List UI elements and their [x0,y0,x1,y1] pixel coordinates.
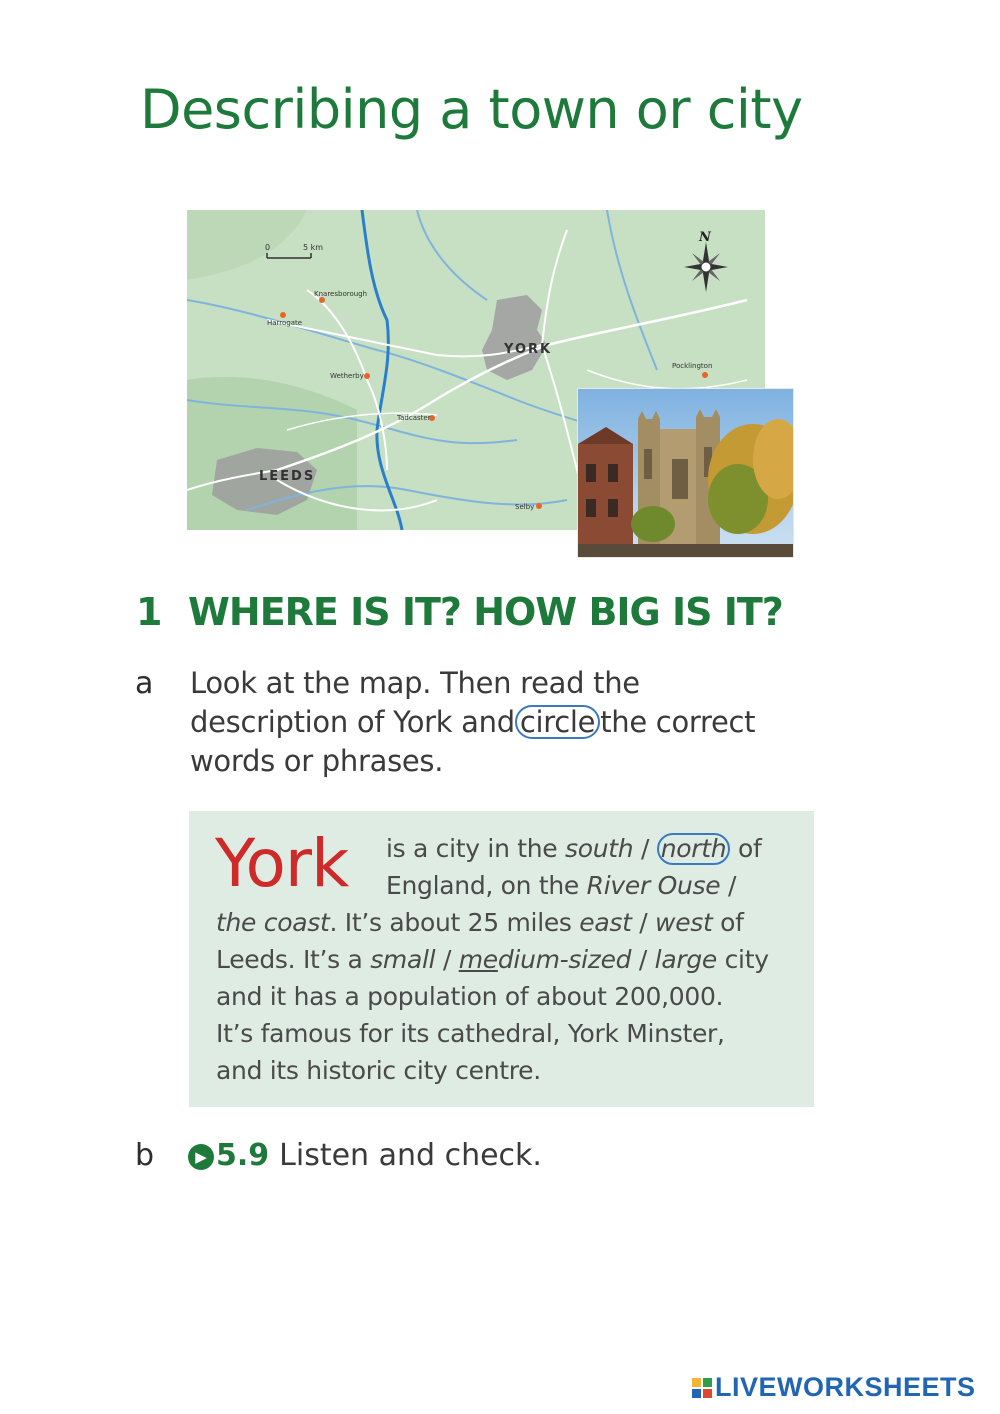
desc-slash: / [435,945,459,974]
instr-line-1: Look at the map. Then read the [190,666,640,700]
desc-l2-text: England, on the [386,871,587,900]
liveworksheets-logo-icon [692,1378,712,1398]
scale-distance: 5 km [303,243,324,252]
desc-line-7: and its historic city centre. [216,1056,541,1085]
track-number: 5.9 [216,1138,270,1173]
option-east[interactable]: east [579,908,632,937]
desc-l4-city: city [716,945,769,974]
label-tadcaster: Tadcaster [397,414,431,422]
desc-line-1 [386,830,762,867]
liveworksheets-logo [692,1372,976,1403]
desc-l3-of: of [712,908,744,937]
label-york: YORK [504,342,553,357]
label-harrogate: Harrogate [267,319,303,327]
option-river-ouse[interactable]: River Ouse [586,871,721,900]
audio-icon[interactable]: ▶ [188,1144,214,1170]
option-north-circled[interactable] [657,833,731,865]
desc-l1-text: is a city in the [386,834,566,863]
instr-line-2-after: the correct [600,705,756,739]
label-selby: Selby [515,503,535,511]
desc-slash: / [631,945,655,974]
option-large[interactable]: large [654,945,717,974]
section-title: WHERE IS IT? HOW BIG IS IT? [188,590,783,634]
desc-l3-text: . It’s about 25 miles [329,908,580,937]
option-north[interactable]: north [660,834,727,863]
label-pocklington: Pocklington [672,362,713,370]
label-wetherby: Wetherby [330,372,364,380]
main-river [362,210,402,530]
circle-word: circle [515,705,600,739]
liveworksheets-brand: LIVEWORKSHEETS [715,1372,976,1402]
scale-zero: 0 [265,243,271,252]
desc-l4-text: Leeds. It’s a [216,945,371,974]
section-heading [136,590,783,634]
section-number: 1 [136,590,162,634]
instr-line-2-before: description of York and [190,705,515,739]
page-title: Describing a town or city [140,78,803,141]
label-knaresborough: Knaresborough [314,290,368,298]
compass-icon [684,230,728,292]
option-west[interactable]: west [655,908,713,937]
exercise-b-text: Listen and check. [279,1138,542,1173]
exercise-a-letter: a [135,666,154,701]
option-small[interactable]: small [370,945,436,974]
instr-line-2 [190,703,830,742]
exercise-b [188,1138,542,1173]
label-leeds: LEEDS [259,469,316,484]
desc-slash: / [631,908,656,937]
york-minster-photo [577,388,794,558]
option-medium-rest: dium-sized [497,945,632,974]
desc-line-2 [386,867,736,904]
north-label: N [699,230,711,245]
desc-line-4 [216,941,769,978]
instr-line-3: words or phrases. [190,744,444,778]
option-medium-sized[interactable] [459,945,632,974]
york-urban-area [482,295,547,380]
desc-slash: / [720,871,737,900]
desc-line-3 [216,904,744,941]
exercise-a-instructions [190,664,830,781]
desc-l1-of: of [730,834,762,863]
option-the-coast[interactable]: the coast [216,908,330,937]
york-heading: York [215,825,349,902]
exercise-b-letter: b [135,1138,155,1173]
desc-slash: / [633,834,657,863]
option-medium-underlined: me [458,945,498,974]
option-south[interactable]: south [565,834,634,863]
desc-line-6: It’s famous for its cathedral, York Minster, [216,1019,725,1048]
desc-line-5: and it has a population of about 200,000. [216,982,724,1011]
